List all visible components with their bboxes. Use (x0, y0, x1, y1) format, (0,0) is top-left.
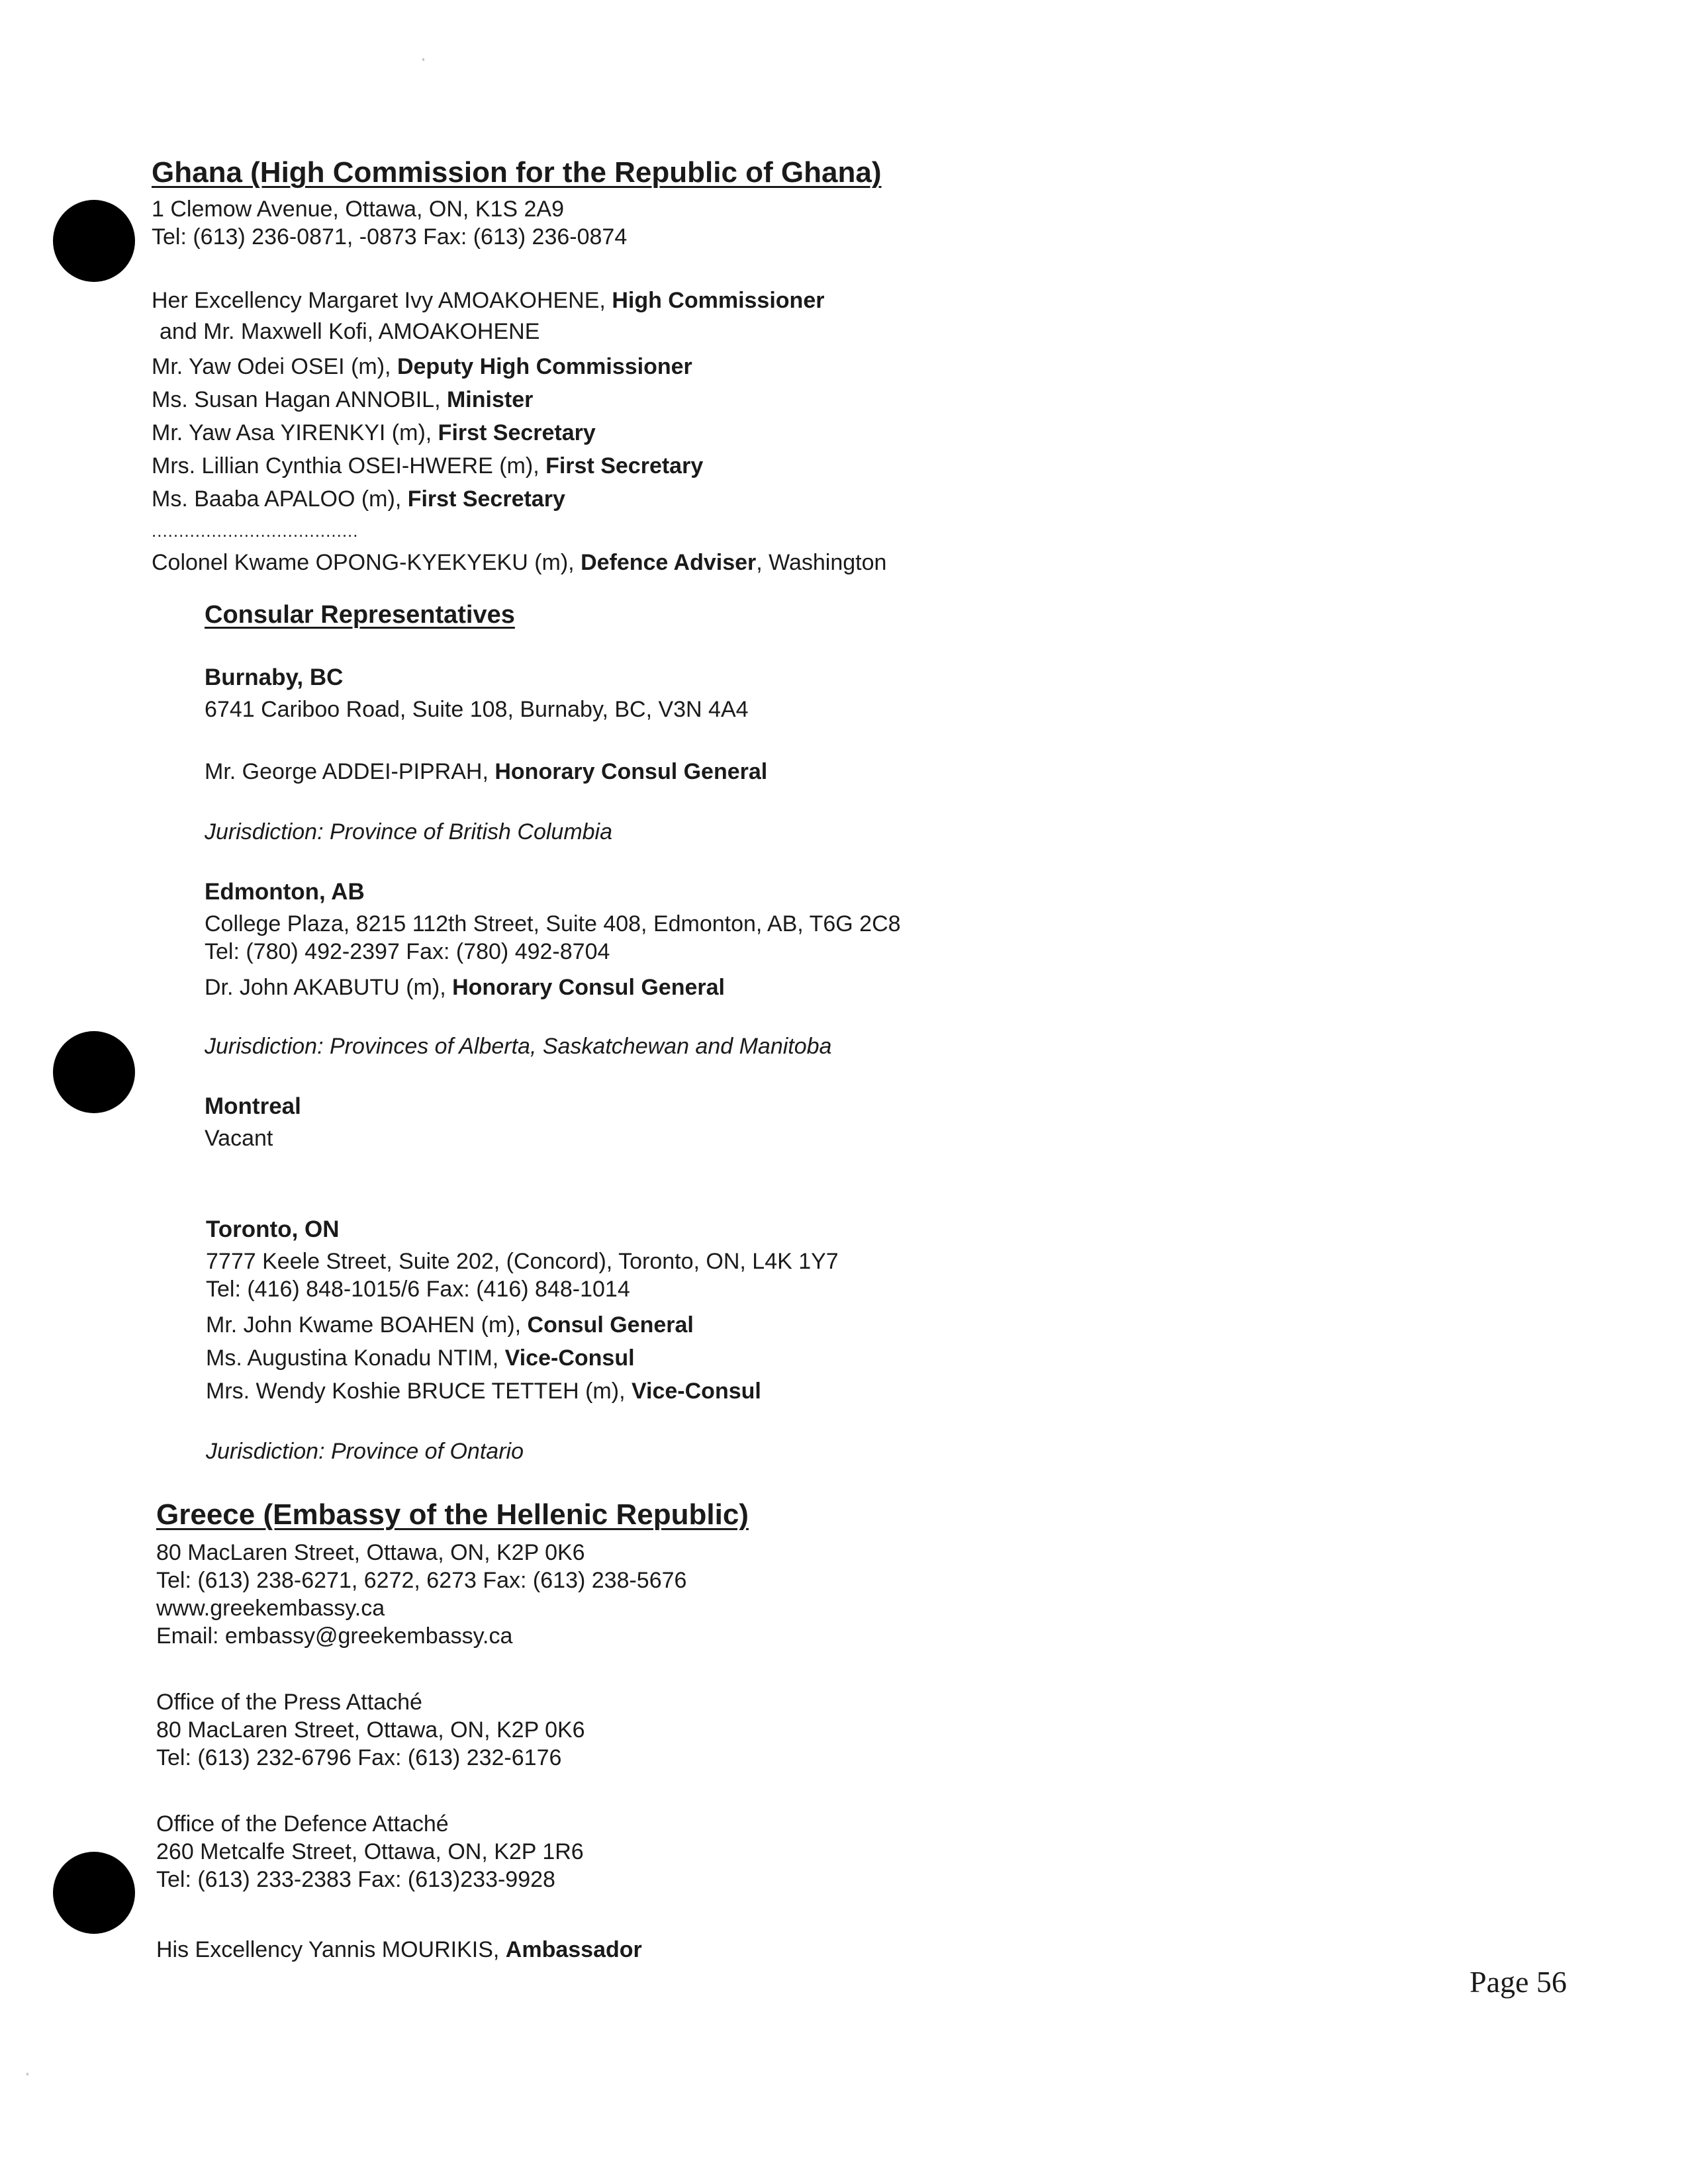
staff-title: First Secretary (545, 453, 704, 478)
ghana-staff-row (152, 420, 596, 447)
burnaby-consul (205, 758, 767, 786)
scan-speck (422, 58, 424, 61)
staff-name: Mr. Yaw Odei OSEI (m), (152, 354, 397, 379)
toronto-staff-row (206, 1345, 635, 1372)
toronto-staff-row (206, 1312, 694, 1339)
ambassador-name: His Excellency Yannis MOURIKIS, (156, 1937, 506, 1962)
consul-name: Mr. George ADDEI-PIPRAH, (205, 759, 495, 784)
staff-name: Mrs. Wendy Koshie BRUCE TETTEH (m), (206, 1379, 632, 1404)
staff-title: High Commissioner (612, 288, 825, 313)
staff-name: Ms. Baaba APALOO (m), (152, 486, 408, 512)
binder-hole-top (53, 200, 135, 282)
defence-name: Colonel Kwame OPONG-KYEKYEKU (m), (152, 550, 581, 575)
staff-title: Deputy High Commissioner (397, 354, 692, 379)
binder-hole-middle (53, 1031, 135, 1113)
ghana-staff-row (152, 387, 533, 414)
consul-name: Dr. John AKABUTU (m), (205, 975, 453, 1000)
staff-title: Vice-Consul (631, 1379, 761, 1404)
greece-ambassador (156, 1936, 642, 1964)
defence-attache-phone: Tel: (613) 233-2383 Fax: (613)233-9928 (156, 1867, 555, 1892)
staff-name: and Mr. Maxwell Kofi, AMOAKOHENE (160, 319, 540, 344)
greece-address: 80 MacLaren Street, Ottawa, ON, K2P 0K6 (156, 1540, 585, 1565)
ghana-staff-row (152, 353, 692, 381)
defence-title: Defence Adviser (581, 550, 757, 575)
press-attache-address: 80 MacLaren Street, Ottawa, ON, K2P 0K6 (156, 1717, 585, 1743)
toronto-city: Toronto, ON (206, 1216, 340, 1242)
consul-title: Honorary Consul General (452, 975, 725, 1000)
staff-name: Ms. Susan Hagan ANNOBIL, (152, 387, 447, 412)
greece-heading: Greece (Embassy of the Hellenic Republic) (156, 1498, 749, 1531)
defence-attache-label: Office of the Defence Attaché (156, 1811, 449, 1837)
edmonton-jurisdiction: Jurisdiction: Provinces of Alberta, Saskatchewan and Manitoba (205, 1034, 832, 1059)
defence-attache-address: 260 Metcalfe Street, Ottawa, ON, K2P 1R6 (156, 1839, 584, 1864)
defence-location: , Washington (756, 550, 887, 575)
ghana-staff-row (152, 453, 703, 480)
staff-name: Ms. Augustina Konadu NTIM, (206, 1345, 505, 1371)
greece-website: www.greekembassy.ca (156, 1596, 385, 1621)
burnaby-jurisdiction: Jurisdiction: Province of British Columbia (205, 819, 613, 844)
edmonton-address: College Plaza, 8215 112th Street, Suite 408, Edmonton, AB, T6G 2C8 (205, 911, 901, 936)
ghana-defence-adviser (152, 549, 886, 576)
ambassador-title: Ambassador (505, 1937, 642, 1962)
montreal-city: Montreal (205, 1093, 301, 1119)
edmonton-consul (205, 974, 725, 1001)
consul-title: Honorary Consul General (494, 759, 768, 784)
consular-heading: Consular Representatives (205, 601, 515, 629)
press-attache-phone: Tel: (613) 232-6796 Fax: (613) 232-6176 (156, 1745, 562, 1770)
ghana-heading: Ghana (High Commission for the Republic of Ghana) (152, 156, 882, 189)
ghana-phone: Tel: (613) 236-0871, -0873 Fax: (613) 236-0874 (152, 224, 628, 250)
ghana-staff-row (152, 287, 824, 314)
ghana-address: 1 Clemow Avenue, Ottawa, ON, K1S 2A9 (152, 197, 565, 222)
edmonton-city: Edmonton, AB (205, 879, 365, 905)
burnaby-address: 6741 Cariboo Road, Suite 108, Burnaby, BC, V3N 4A4 (205, 697, 749, 722)
staff-title: Vice-Consul (504, 1345, 635, 1371)
montreal-status: Vacant (205, 1126, 273, 1151)
toronto-jurisdiction: Jurisdiction: Province of Ontario (206, 1439, 524, 1464)
staff-name: Mr. John Kwame BOAHEN (m), (206, 1312, 528, 1338)
scan-speck (26, 2073, 28, 2075)
staff-title: First Secretary (438, 420, 596, 445)
greece-email: Email: embassy@greekembassy.ca (156, 1623, 513, 1649)
staff-title: First Secretary (407, 486, 565, 512)
ghana-staff-row (152, 486, 565, 513)
staff-name: Mrs. Lillian Cynthia OSEI-HWERE (m), (152, 453, 546, 478)
staff-name: Her Excellency Margaret Ivy AMOAKOHENE, (152, 288, 612, 313)
ghana-staff-row (160, 318, 539, 345)
toronto-address: 7777 Keele Street, Suite 202, (Concord), Toronto, ON, L4K 1Y7 (206, 1249, 839, 1274)
greece-phone: Tel: (613) 238-6271, 6272, 6273 Fax: (613) 238-5676 (156, 1568, 687, 1593)
toronto-phone: Tel: (416) 848-1015/6 Fax: (416) 848-1014 (206, 1277, 630, 1302)
binder-hole-bottom (53, 1852, 135, 1934)
staff-title: Minister (446, 387, 534, 412)
dotted-separator: ...................................... (152, 521, 359, 541)
staff-title: Consul General (527, 1312, 694, 1338)
toronto-staff-row (206, 1378, 761, 1405)
staff-name: Mr. Yaw Asa YIRENKYI (m), (152, 420, 438, 445)
page-number: Page 56 (1470, 1965, 1567, 1999)
edmonton-phone: Tel: (780) 492-2397 Fax: (780) 492-8704 (205, 939, 610, 964)
press-attache-label: Office of the Press Attaché (156, 1690, 422, 1715)
burnaby-city: Burnaby, BC (205, 664, 344, 690)
